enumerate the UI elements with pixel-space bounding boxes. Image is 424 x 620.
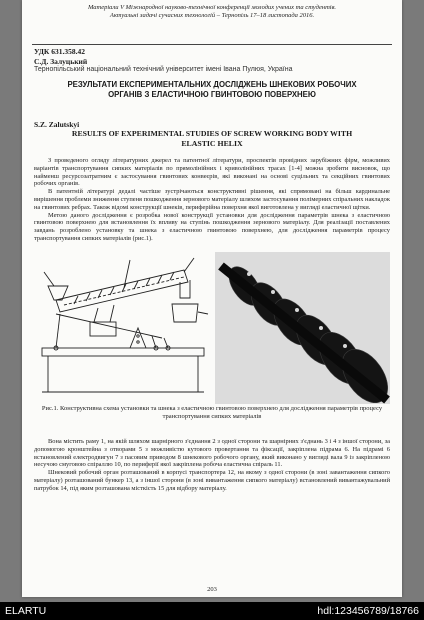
header-line-1: Матеріали V Міжнародної науково-технічної конференції молодих учених та студентів. — [87, 4, 337, 11]
body-text-top — [34, 157, 390, 243]
repository-name: ELARTU — [5, 605, 47, 617]
figure-caption: Рис.1. Конструктивна схема установки та шнека з еластичною гвинтовою поверхнею для дослідження параметрів процесу транспортування сипких матеріалів — [41, 405, 383, 420]
paragraph: З проведеного огляду літературних джерел та патентної літератури, проспектів провідних зарубіжних фірм, можливих варіантів транспортування сипких матеріалів по прямолінійних і криволінійних трасах [1-4] можна зробити висновок, що найменш ресурсозатратним є застосування гвинтових конвеєрів, які виконані на основі суцільних та секційних гвинтових робочих органів. — [34, 157, 390, 188]
title-ua: РЕЗУЛЬТАТИ ЕКСПЕРИМЕНТАЛЬНИХ ДОСЛІДЖЕНЬ ШНЕКОВИХ РОБОЧИХ ОРГАНІВ З ЕЛАСТИЧНОЮ ГВИНТОВОЮ ПОВЕРХНЕЮ — [67, 80, 357, 99]
figure-scheme-drawing — [34, 252, 212, 404]
udk-code: УДК 631.358.42 — [34, 47, 85, 56]
header-line-2: Актуальні задачі сучасних технологій – Тернопіль 17–18 листопада 2016. — [109, 12, 315, 19]
body-text-bottom — [34, 438, 390, 493]
paragraph: Шнековий робочий орган розташований в корпусі транспортера 12, на якому з одної сторони (в зоні завантаження сипкого матеріалу) розташований бункер 13, а з іншої сторони (в зоні вивантаження сипкого матеріалу) встановлений вивантажувальний патрубок 14, під яким розташована місткість 15 для відбору матеріалу. — [34, 469, 390, 492]
page-number: 203 — [207, 586, 217, 593]
paragraph: Вона містить раму 1, на якій шляхом шарнірного з'єднання 2 з одної сторони та шарнірних з'єднань 3 і 4 з іншої сторони, за допомогою кронштейна з отворами 5 з можливістю кутового провертання та фіксації, закріплена підрама 6. На підрамі 6 встановлений електродвигун 7 з пасовим приводом 8 шнекового робочого органу, який виконано у вигляді вала 9 із закріпленою несучою смуговою спіраллю 10, по периферії якої закріплена робоча еластична спіраль 11. — [34, 438, 390, 469]
figure-screw-photo — [215, 252, 390, 404]
paragraph: Метою даного дослідження є розробка нової конструкції установки для дослідження параметрів шнека з еластичною гвинтовою поверхнею для встановлення їх впливу на ступінь пошкодження зернового матеріалу. Для реалізації поставлених завдань розроблено установку та шнека з еластичною гвинтовою поверхнею, для дослідження параметрів процесу транспортування сипких матеріалів (рис.1). — [34, 211, 390, 242]
handle-identifier: hdl:123456789/18766 — [317, 605, 419, 617]
paper-page — [22, 0, 402, 597]
header-rule — [32, 44, 392, 45]
author-en: S.Z. Zalutskyi — [34, 120, 80, 129]
running-header — [32, 4, 392, 20]
title-en: RESULTS OF EXPERIMENTAL STUDIES OF SCREW WORKING BODY WITH ELASTIC HELIX — [71, 129, 353, 148]
author-ua: С.Д. Залуцький — [34, 57, 88, 66]
paragraph: В патентній літературі дедалі частіше зустрічаються конструктивні рішення, які спрямовані на більш кардинальне вирішення проблеми зниження ступеня пошкодження зернового матеріалу шляхом застосування полімерних спіральних накладок на гвинтових ребрах. Також відомі конструкції шнеків, периферійна поверхня якої виготовлена у вигляді еластичної щітки. — [34, 188, 390, 211]
affiliation: Тернопільський національний технічний університет імені Івана Пулюя, Україна — [34, 66, 293, 73]
repository-footer-bar — [0, 602, 424, 620]
